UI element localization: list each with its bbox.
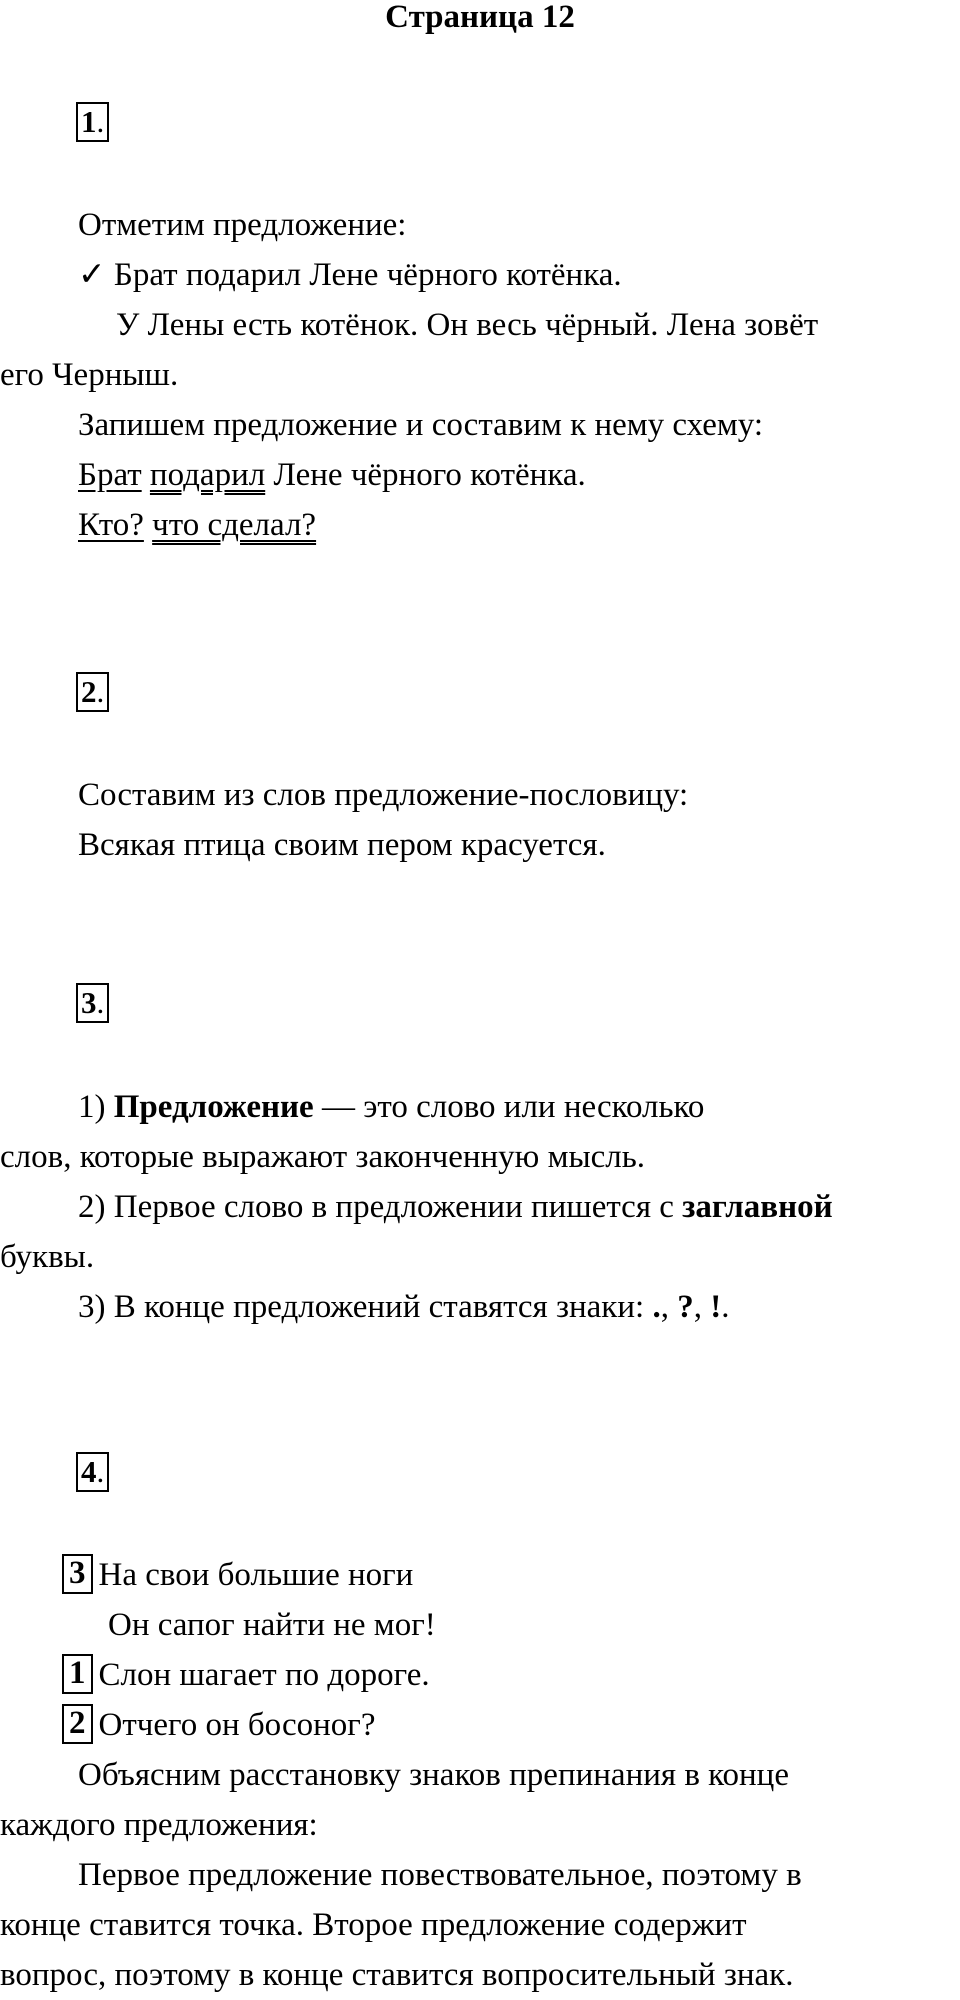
task-3-item-1-rest: — это слово или несколько bbox=[313, 1089, 705, 1125]
scheme-subject: Кто? bbox=[78, 507, 144, 543]
sentence-subject: Брат bbox=[78, 457, 142, 493]
task-1-number-value: 1 bbox=[81, 104, 97, 139]
task-3-item-1-prefix: 1) bbox=[78, 1089, 114, 1125]
sign-end: . bbox=[721, 1289, 730, 1325]
checkmark-icon: ✓ bbox=[78, 257, 106, 293]
task-1-option-other-line2: его Черныш. bbox=[0, 357, 179, 393]
sign-exclamation: ! bbox=[710, 1289, 722, 1325]
task-3-item-1 bbox=[78, 1082, 704, 1132]
poem-line-text: На свои большие ноги bbox=[98, 1557, 414, 1593]
task-1-write-intro: Запишем предложение и составим к нему схему: bbox=[78, 407, 764, 443]
sign-question: ? bbox=[677, 1289, 694, 1325]
task-1-option-other-line1: У Лены есть котёнок. Он весь чёрный. Лена зовёт bbox=[116, 307, 819, 343]
task-1-option-checked bbox=[78, 250, 622, 300]
sign-separator-1: , bbox=[660, 1289, 678, 1325]
task-1-option-checked-text: Брат подарил Лене чёрного котёнка. bbox=[113, 257, 622, 293]
task-3-item-2 bbox=[78, 1182, 833, 1232]
task-4-number: 4. bbox=[76, 1452, 109, 1492]
task-3-number: 3. bbox=[76, 983, 109, 1023]
sentence-predicate: подарил bbox=[149, 457, 266, 493]
task-1-intro: Отметим предложение: bbox=[78, 207, 407, 243]
poem-line bbox=[62, 1550, 413, 1600]
task-4-number-value: 4 bbox=[81, 1454, 97, 1489]
poem-line-text: Отчего он босоног? bbox=[98, 1707, 376, 1743]
poem-line-continuation: Он сапог найти не мог! bbox=[108, 1607, 436, 1643]
task-1-sentence bbox=[78, 450, 586, 500]
poem-order-box: 3 bbox=[62, 1554, 93, 1594]
task-4-explain-line1: Объясним расстановку знаков препинания в конце bbox=[78, 1757, 789, 1793]
task-4-answer-line3: вопрос, поэтому в конце ставится вопросительный знак. bbox=[0, 1957, 794, 1993]
poem-order-box: 1 bbox=[62, 1654, 93, 1694]
task-3-item-1-line2: слов, которые выражают законченную мысль. bbox=[0, 1139, 646, 1175]
task-2-answer: Всякая птица своим пером красуется. bbox=[78, 827, 606, 863]
term-zaglavnoy: заглавной bbox=[682, 1189, 833, 1225]
term-predlozhenie: Предложение bbox=[113, 1089, 314, 1125]
task-3-item-2-line2: буквы. bbox=[0, 1239, 95, 1275]
poem-line bbox=[62, 1650, 430, 1700]
sentence-rest: Лене чёрного котёнка. bbox=[273, 457, 586, 493]
task-3-item-3-text: 3) В конце предложений ставятся знаки: bbox=[78, 1289, 653, 1325]
task-2-intro: Составим из слов предложение-пословицу: bbox=[78, 777, 689, 813]
page-title: Страница 12 bbox=[385, 0, 575, 35]
task-1-number: 1. bbox=[76, 102, 109, 142]
sign-period: . bbox=[652, 1289, 661, 1325]
task-2-number: 2. bbox=[76, 672, 109, 712]
task-3-number-value: 3 bbox=[81, 985, 97, 1020]
task-1-scheme bbox=[78, 500, 316, 550]
task-4-answer-line1: Первое предложение повествовательное, поэтому в bbox=[78, 1857, 802, 1893]
scheme-predicate: что сделал? bbox=[152, 507, 317, 543]
poem-line-text: Слон шагает по дороге. bbox=[98, 1657, 430, 1693]
poem-line bbox=[62, 1700, 375, 1750]
sign-separator-2: , bbox=[693, 1289, 711, 1325]
task-4-explain-line2: каждого предложения: bbox=[0, 1807, 318, 1843]
task-4-answer-line2: конце ставится точка. Второе предложение содержит bbox=[0, 1907, 747, 1943]
poem-order-box: 2 bbox=[62, 1704, 93, 1744]
task-2-number-value: 2 bbox=[81, 674, 97, 709]
task-3-item-2-text: 2) Первое слово в предложении пишется с bbox=[78, 1189, 683, 1225]
task-3-item-3 bbox=[78, 1282, 729, 1332]
